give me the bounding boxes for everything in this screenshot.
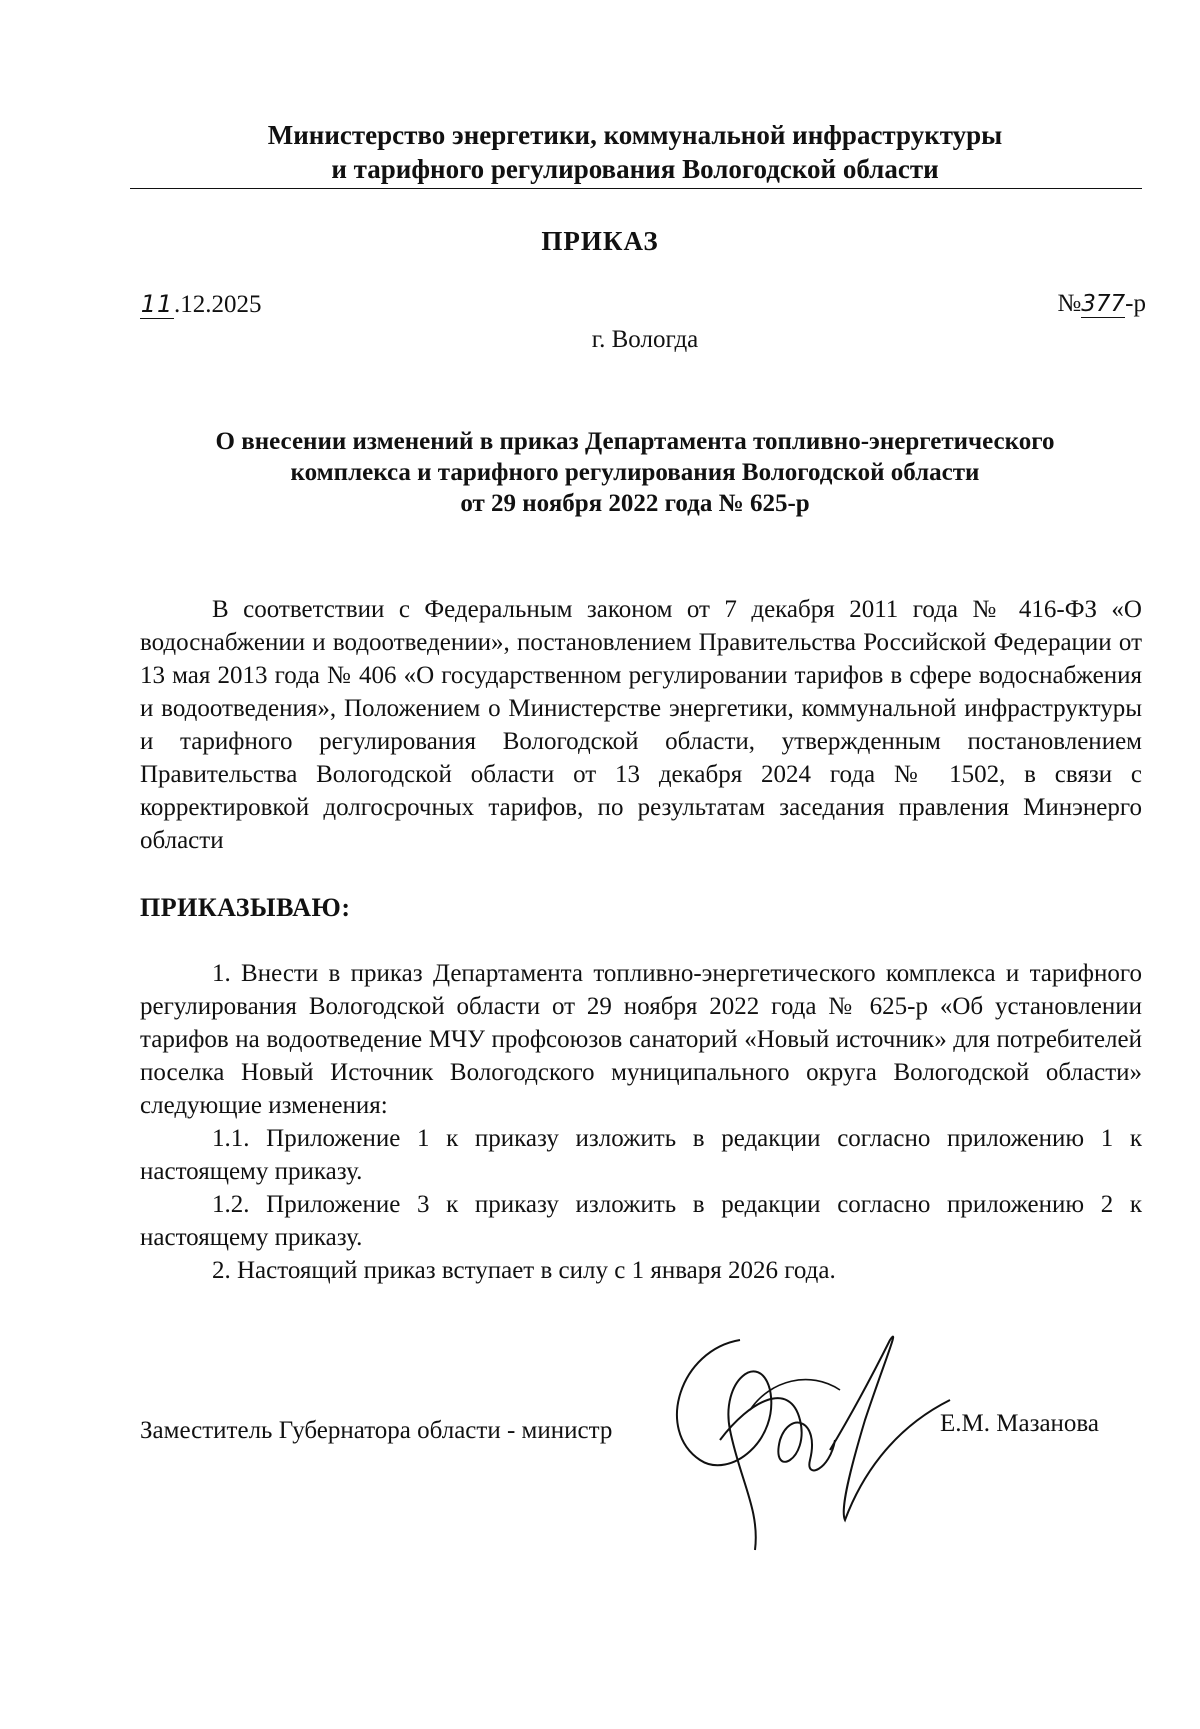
- handwritten-signature-icon: [660, 1320, 960, 1560]
- order-item-1-2: 1.2. Приложение 3 к приказу изложить в редакции согласно приложению 2 к настоящему приказу.: [140, 1191, 1142, 1251]
- preamble-paragraph: В соответствии с Федеральным законом от 7 декабря 2011 года № 416-ФЗ «О водоснабжении и водоотведении», постановлением Правительства Российской Федерации от 13 мая 2013 года № 406 «О государственном регулировании тарифов в сфере водоснабжения и водоотведения», Положением о Министерстве энергетики, коммунальной инфраструктуры и тарифного регулирования Вологодской области, утвержденным постановлением Правительства Вологодской области от 13 декабря 2024 года № 1502, в связи с корректировкой долгосрочных тарифов, по результатам заседания правления Минэнерго области: [140, 596, 1142, 854]
- order-title: ПРИКАЗ: [541, 226, 659, 256]
- header-divider: [130, 188, 1142, 189]
- order-number-prefix: №: [1057, 290, 1082, 317]
- order-number: [1057, 290, 1146, 318]
- preamble: [140, 593, 1142, 857]
- signer-name: Е.М. Мазанова: [940, 1410, 1099, 1437]
- ordered-word: ПРИКАЗЫВАЮ:: [140, 893, 351, 922]
- order-date-rest: .12.2025: [174, 291, 262, 318]
- order-item-2: 2. Настоящий приказ вступает в силу с 1 января 2026 года.: [212, 1257, 836, 1284]
- ministry-header: [130, 118, 1140, 186]
- order-subject-line3: от 29 ноября 2022 года № 625-р: [460, 490, 810, 517]
- ministry-header-line2: и тарифного регулирования Вологодской области: [331, 154, 939, 184]
- order-items: [140, 957, 1142, 1287]
- ministry-header-line1: Министерство энергетики, коммунальной инфраструктуры: [267, 120, 1003, 150]
- order-date-day-handwritten: 11: [140, 290, 174, 318]
- order-subject-line1: О внесении изменений в приказ Департамента топливно-энергетического: [215, 428, 1055, 455]
- order-subject-line2: комплекса и тарифного регулирования Вологодской области: [290, 459, 980, 486]
- order-city: г. Вологда: [591, 326, 699, 353]
- order-item-1-1: 1.1. Приложение 1 к приказу изложить в редакции согласно приложению 1 к настоящему приказу.: [140, 1125, 1142, 1185]
- order-date: [140, 290, 262, 319]
- order-subject: [130, 426, 1140, 519]
- signer-position: Заместитель Губернатора области - министр: [140, 1417, 613, 1444]
- order-item-1: 1. Внести в приказ Департамента топливно-энергетического комплекса и тарифного регулирования Вологодской области от 29 ноября 2022 года № 625-р «Об установлении тарифов на водоотведение МЧУ профсоюзов санаторий «Новый источник» для потребителей поселка Новый Источник Вологодского муниципального округа Вологодской области» следующие изменения:: [140, 960, 1142, 1119]
- order-number-suffix: -р: [1125, 290, 1146, 317]
- order-number-handwritten: 377: [1081, 291, 1126, 317]
